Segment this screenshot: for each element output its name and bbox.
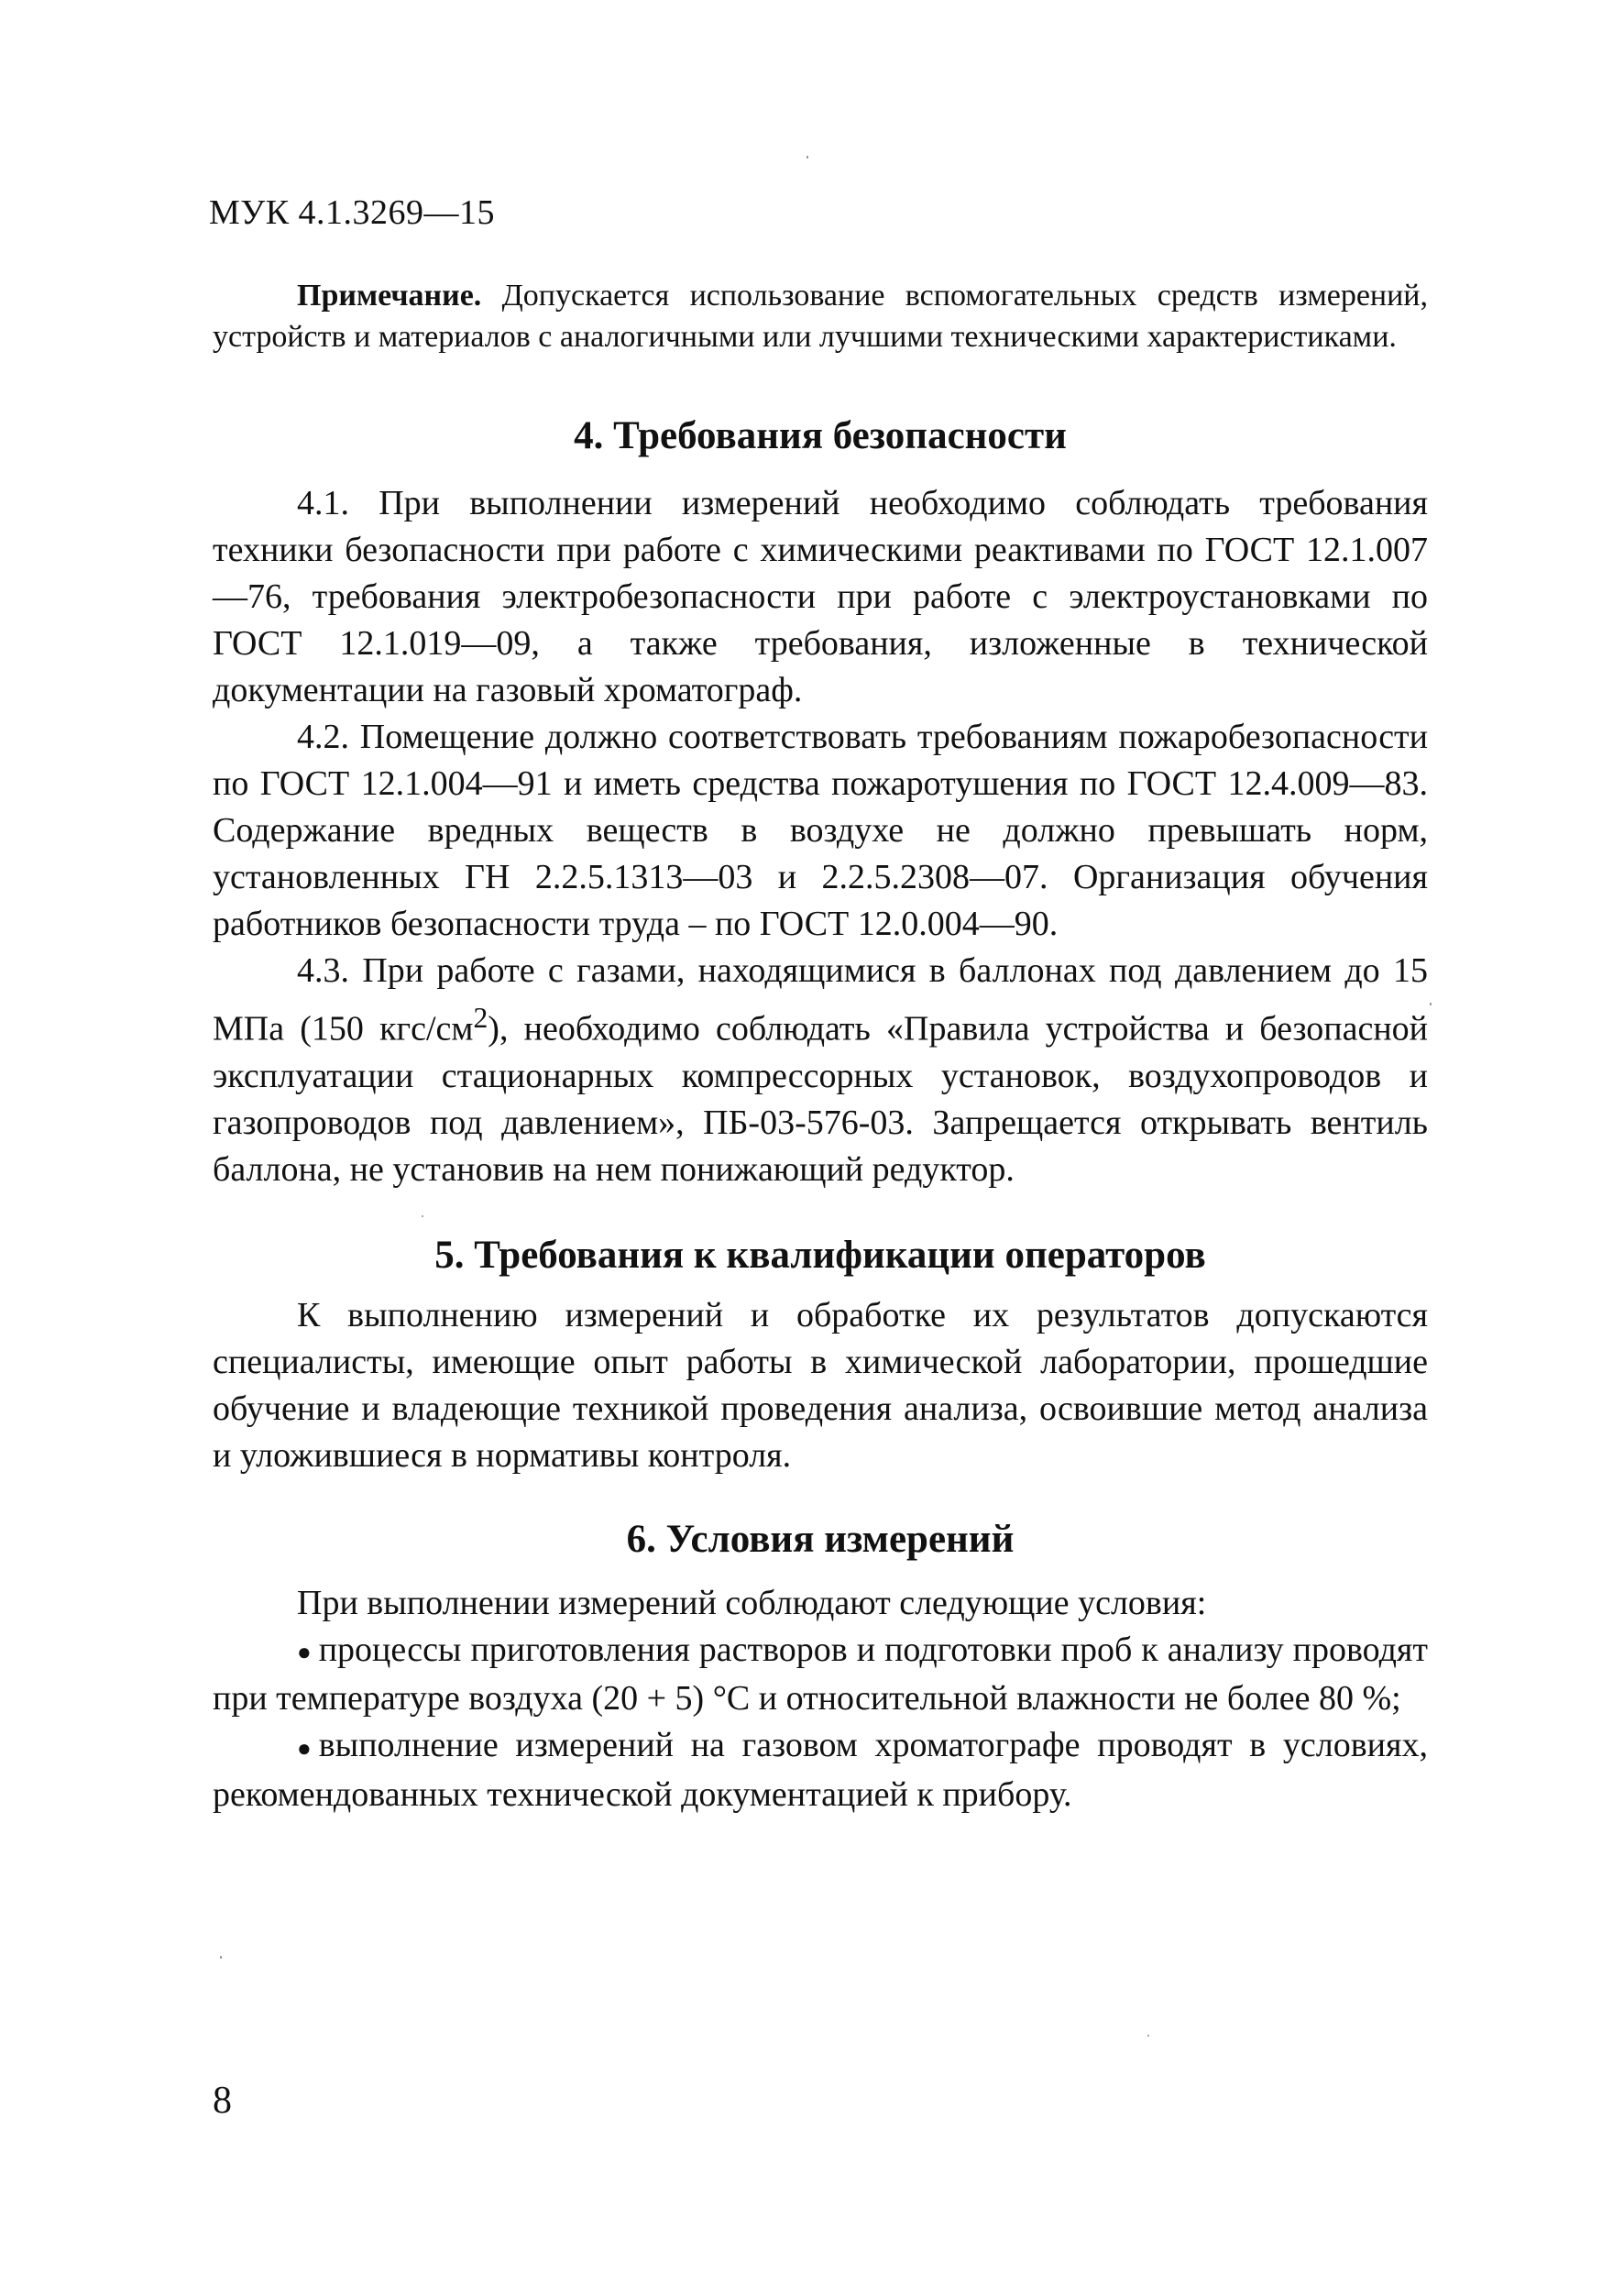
list-item <box>213 1627 1428 1723</box>
scan-speck <box>1147 2035 1149 2037</box>
section-4-heading: 4. Требования безопасности <box>574 414 1067 457</box>
section-5-heading: 5. Требования к квалификации операторов <box>434 1233 1206 1277</box>
scan-speck <box>422 1215 423 1217</box>
section-4-3-text-part2: ), необходимо соблюдать «Правила устройства и безопасной эксплуатации стационарных компрессорных установок, воздухопроводов и газопроводов под давлением», ПБ-03-576-03. Запрещается открывать вентиль баллона, не установив на нем понижающий редуктор. <box>213 1009 1429 1189</box>
bullet-icon: ● <box>297 1639 312 1666</box>
document-code-header: МУК 4.1.3269—15 <box>209 193 496 232</box>
scan-speck <box>220 1956 222 1959</box>
note-paragraph <box>213 275 1428 357</box>
section-5-paragraph: К выполнению измерений и обработке их результатов допускаются специалисты, имеющие опыт работы в химической лаборатории, прошедшие обучение и владеющие техникой проведения анализа, освоившие метод анализа и уложившиеся в нормативы контроля. <box>213 1295 1428 1475</box>
superscript-2: 2 <box>473 1002 488 1034</box>
section-4-1-paragraph: 4.1. При выполнении измерений необходимо соблюдать требования техники безопасности при работе с химическими реактивами по ГОСТ 12.1.007—76, требования электробезопасности при работе с электроустановками по ГОСТ 12.1.019—09, а также требования, изложенные в технической документации на газовый хроматограф. <box>213 484 1428 709</box>
section-4-3-text-part1: 4.3. При работе с газами, находящимися в баллонах под давлением до 15 МПа (150 кгс/см <box>213 951 1428 1049</box>
page-content <box>213 275 1428 1818</box>
bullet-text: выполнение измерений на газовом хроматографе проводят в условиях, рекомендованных технической документацией к прибору. <box>213 1726 1428 1815</box>
note-label: Примечание. <box>297 279 482 313</box>
page-number: 8 <box>213 2080 232 2122</box>
section-4-3-paragraph <box>213 948 1428 1193</box>
section-6-intro: При выполнении измерений соблюдают следующие условия: <box>297 1583 1207 1622</box>
scan-speck <box>1430 1003 1432 1005</box>
scan-speck <box>807 156 808 159</box>
section-4-2-paragraph: 4.2. Помещение должно соответствовать требованиям пожаробезопасности по ГОСТ 12.1.004—91 и иметь средства пожаротушения по ГОСТ 12.4.009—83. Содержание вредных веществ в воздухе не должно превышать норм, установленных ГН 2.2.5.1313—03 и 2.2.5.2308—07. Организация обучения работников безопасности труда – по ГОСТ 12.0.004—90. <box>213 718 1428 943</box>
bullet-icon: ● <box>297 1735 312 1762</box>
note-text: Допускается использование вспомогательных средств измерений, устройств и материалов с аналогичными или лучшими техническими характеристиками. <box>213 279 1428 354</box>
bullet-text: процессы приготовления растворов и подготовки проб к анализу проводят при температуре воздуха (20 + 5) °С и относительной влажности не более 80 %; <box>213 1630 1428 1718</box>
list-item <box>213 1722 1428 1818</box>
section-6-heading: 6. Условия измерений <box>626 1517 1015 1561</box>
